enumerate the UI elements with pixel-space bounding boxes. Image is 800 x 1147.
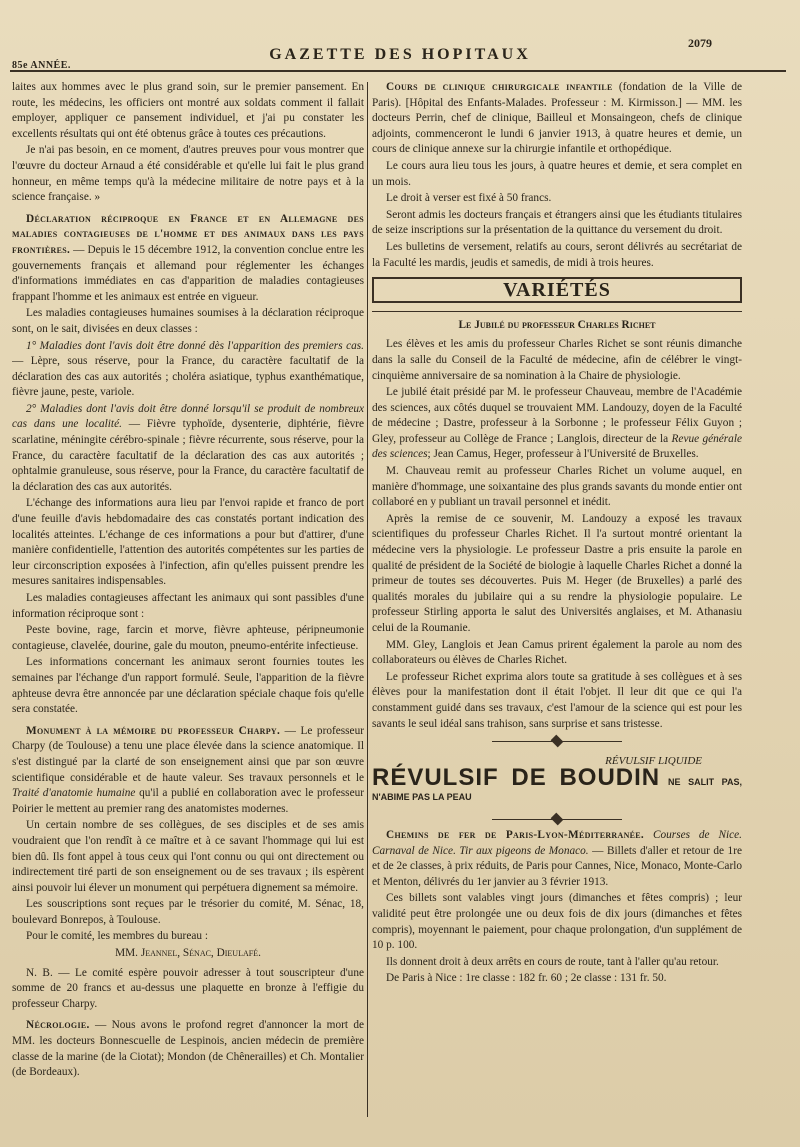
paragraph: Ils donnent droit à deux arrêts en cours de route, tant à l'aller qu'au retour.: [386, 955, 719, 968]
list-item: [12, 339, 364, 401]
article-text: — Nous avons le profond regret d'annoncer la mort de MM. les docteurs Bonnescuelle de Lespinois, ancien médecin de première classe de la marine (de la Ciotat); Mondon (de Chênerailles) et Ch. Montalier (de Bordeaux).: [12, 1019, 364, 1079]
article-text: (fondation de la Ville de Paris). [Hôpital des Enfants-Malades. Professeur : M. Kirmisson.] — MM. les docteurs Perrin, chef de clinique, Bailleul et Monsaingeon, chefs de clinique adjoints, commenceront le lundi 6 janvier 1913, à quatre heures et demie, un cours de clinique annexe sur la chirurgie infantile et orthopédique.: [372, 81, 742, 156]
list-item-label: 2° Maladies dont l'avis doit être donné lorsqu'il se produit de nombreux cas dans une localité.: [12, 402, 364, 431]
article-text: — Le professeur Charpy (de Toulouse) a tenu une place élevée dans la science anatomique. Il s'est distingué par la clarté de son enseignement ainsi que par son œuvre scientifique considérable et de haute valeur. Ses travaux personnels et le: [12, 724, 364, 784]
signature-line: MM. Jeannel, Sénac, Dieulafé.: [115, 947, 261, 960]
masthead-title: GAZETTE DES HOPITAUX: [269, 46, 531, 63]
ornament-separator: [372, 814, 742, 824]
right-column: [372, 80, 742, 1100]
paragraph: Les maladies contagieuses humaines soumises à la déclaration réciproque sont, on le sait, divisées en deux classes :: [12, 307, 364, 335]
article-cours: [372, 80, 742, 158]
paragraph: Les bulletins de versement, relatifs au cours, seront délivrés au secrétariat de la Faculté les mardis, jeudis et samedis, de midi à trois heures.: [372, 240, 742, 269]
text-span: Le jubilé était présidé par M. le professeur Chauveau, membre de l'Académie des sciences, aux côtés duquel se trouvaient MM. Landouzy, doyen de la Faculté de médecine ; Dastre, professeur à la Sorbonne ; le professeur Félix Guyon ; Gley, professeur au Collège de France ; Langlois, directeur de la: [372, 386, 742, 445]
article-monument: [12, 724, 364, 818]
article-text: — Depuis le 15 décembre 1912, la convention conclue entre les gouvernements français et allemand pour réglementer les échanges d'informations immédiates en cas d'apparition de maladies contagieuses frappant l'homme et les animaux est entrée en vigueur.: [12, 243, 364, 303]
article-plm: [372, 828, 742, 890]
article-heading: Chemins de fer de Paris-Lyon-Méditerranée.: [386, 828, 645, 841]
ad-line: [372, 763, 742, 806]
article-subtitle: Courses de Nice. Carnaval de Nice. Tir aux pigeons de Monaco.: [372, 828, 742, 857]
list-item-text: — Fièvre typhoïde, dysenterie, diphtérie, fièvre scarlatine, méningite cérébro-spinale ; fièvre récurrente, sous réserve, pour la France, du caractère facultatif de la déclaration des cas aux autorités ; ophtalmie granuleuse, sous réserve, pour la France, du caractère facultatif de la déclaration des cas aux autorités.: [12, 418, 364, 493]
paragraph: Je n'ai pas besoin, en ce moment, d'autres preuves pour vous montrer que l'œuvre du docteur Arnaud a été considérable et qu'elle lui fait le plus grand honneur, en même temps qu'à la médecine militaire de notre pays et à la science française. »: [12, 144, 364, 204]
paragraph: De Paris à Nice : 1re classe : 182 fr. 60 ; 2e classe : 131 fr. 50.: [386, 972, 667, 985]
paragraph: Ces billets sont valables vingt jours (dimanches et fêtes compris) ; leur validité peut être prolongée une ou deux fois de dix jours (dimanches et fêtes compris), moyennant le paiement, pour chaque prolongation, d'un supplément de 10 p. 100.: [372, 892, 742, 952]
paragraph: Les maladies contagieuses affectant les animaux qui sont passibles d'une information réciproque sont :: [12, 592, 364, 620]
ad-brand: RÉVULSIF DE BOUDIN: [372, 763, 661, 791]
list-item-label: 1° Maladies dont l'avis doit être donné dès l'apparition des premiers cas.: [26, 339, 364, 352]
article-heading: Cours de clinique chirurgicale infantile: [386, 81, 613, 93]
paragraph: N. B. — Le comité espère pouvoir adresser à tout souscripteur d'une somme de 20 francs et au-dessus une plaquette en bronze à l'effigie du professeur Charpy.: [12, 966, 364, 1010]
article-text: — Billets d'aller et retour de 1re et de 2e classes, à prix réduits, de Paris pour Cannes, Nice, Monaco, Monte-Carlo et Menton, délivrés du 1er janvier au 3 février 1913.: [372, 844, 742, 888]
paragraph: Pour le comité, les membres du bureau :: [26, 930, 208, 943]
article-text: qu'il a publié en collaboration avec le professeur Poirier le mettent au premier rang des anatomistes modernes.: [12, 787, 364, 815]
paragraph: Les élèves et les amis du professeur Charles Richet se sont réunis dimanche dans la salle du Conseil de la Faculté de médecine, afin de célébrer le vingt-cinquième anniversaire de sa nomination à la Chaire de physiologie.: [372, 338, 742, 382]
list-item-text: — Lèpre, sous réserve, pour la France, du caractère facultatif de la déclaration des cas aux autorités ; choléra asiatique, typhus exanthématique, fièvre jaune, peste, variole.: [12, 355, 364, 399]
ad-subtitle: RÉVULSIF LIQUIDE: [605, 755, 702, 768]
paragraph: laites aux hommes avec le plus grand soin, sur le premier pansement. En route, les médecins, les officiers ont montré aux soldats comment il fallait employer, appliquer ce pansement individuel, et j'ai pu constater les excellents résultats qui ont été obtenus grâce à toutes ces précautions.: [12, 81, 364, 140]
left-column: [12, 80, 364, 1130]
ornament-separator: [372, 736, 742, 746]
paragraph: [372, 385, 742, 463]
paragraph: Les souscriptions sont reçues par le trésorier du comité, M. Sénac, 18, boulevard Bonrepos, à Toulouse.: [12, 898, 364, 926]
paragraph: Le droit à verser est fixé à 50 francs.: [386, 192, 552, 205]
book-title: Traité d'anatomie humaine: [12, 787, 136, 800]
article-declaration: [12, 212, 364, 306]
paragraph: Le cours aura lieu tous les jours, à quatre heures et demie, et sera complet en un mois.: [372, 159, 742, 188]
paragraph: Les informations concernant les animaux seront fournies toutes les semaines par l'échange d'un rapport formulé. Seule, l'apparition de la fièvre aphteuse devra être annoncée par une déclaration spéciale chaque fois qu'elle sera constatée.: [12, 656, 364, 716]
paragraph: Après la remise de ce souvenir, M. Landouzy a exposé les travaux scientifiques du professeur Charles Richet. Il l'a surtout montré orientant la médecine vers la physiologie. Le professeur Dastre a pris ensuite la parole en qualité de président de la Société de biologie à laquelle Charles Richet a donné la primeur de toutes ses découvertes. Puis M. Heger (de Bruxelles) a parlé des qualités morales du jubilaire qui a su rendre la physiologie populaire. Le professeur Stirling apporta le salut des Universités anglaises, et M. Athanasiu celui de la Roumanie.: [372, 512, 742, 634]
column-divider: [367, 82, 368, 1117]
paragraph: L'échange des informations aura lieu par l'envoi rapide et franco de port d'une feuille d'avis hebdomadaire des cas constatés portant indication des localités atteintes. L'échange de ces informations a pour but d'attirer, d'une manière confidentielle, l'attention des autorités compétentes sur les parties de leur circonscription exposées à l'infection, afin qu'elles puissent prendre les mesures sanitaires indispensables.: [12, 497, 364, 588]
article-heading: Déclaration réciproque en France et en Allemagne des maladies contagieuses de l'homme et des animaux dans les pays frontières.: [12, 212, 364, 256]
section-title-varietes: VARIÉTÉS: [372, 277, 742, 303]
article-heading: Nécrologie.: [26, 1019, 90, 1032]
paragraph: Seront admis les docteurs français et étrangers ainsi que les étudiants titulaires de seize inscriptions sur la présentation de la quittance du versement du droit.: [372, 208, 742, 237]
article-heading: Monument à la mémoire du professeur Charpy.: [26, 724, 281, 737]
article-title: Le Jubilé du professeur Charles Richet: [458, 318, 656, 331]
list-item: [12, 402, 364, 496]
journal-title: Revue générale des sciences: [372, 432, 742, 461]
paragraph: Le professeur Richet exprima alors toute sa gratitude à ses collègues et à ses élèves pour la manifestation dont il était l'objet. Il leur dit que ce qui l'a constamment guidé dans ses travaux, c'est l'amour de la science qui est pour les savants le seul idéal sans trahison, sans surprise et sans tristesse.: [372, 670, 742, 730]
header-rule: [10, 70, 786, 72]
paragraph: MM. Gley, Langlois et Jean Camus prirent également la parole au nom des collaborateurs ou élèves de Charles Richet.: [372, 638, 742, 667]
advertisement: [372, 754, 742, 806]
paragraph: Un certain nombre de ses collègues, de ses disciples et de ses amis voudraient que l'on rendît à ce maître et à ce savant l'hommage qui lui est bien dû. Ils font appel à tous ceux qui l'ont connu ou qui ont directement ou indirectement tiré parti de son enseignement ou de ses travaux ; ils espèrent ainsi pouvoir lui élever un monument qui perpétuera dignement sa mémoire.: [12, 819, 364, 894]
page-number: 2079: [688, 36, 712, 50]
article-necrologie: [12, 1018, 364, 1080]
paragraph: M. Chauveau remit au professeur Charles Richet un volume auquel, en manière d'hommage, une soixantaine des plus grands savants du monde entier ont collaboré en y publiant un travail personnel et inédit.: [372, 465, 742, 509]
text-span: ; Jean Camus, Heger, professeur à l'Université de Bruxelles.: [427, 448, 699, 461]
paragraph: Peste bovine, rage, farcin et morve, fièvre aphteuse, péripneumonie contagieuse, clavelée, dourine, gale du mouton, pneumo-entérite infectieuse.: [12, 624, 364, 652]
ad-tagline: NE SALIT PAS, N'ABIME PAS LA PEAU: [372, 776, 742, 803]
year-label: 85e ANNÉE.: [12, 60, 71, 71]
rule: [372, 311, 742, 312]
